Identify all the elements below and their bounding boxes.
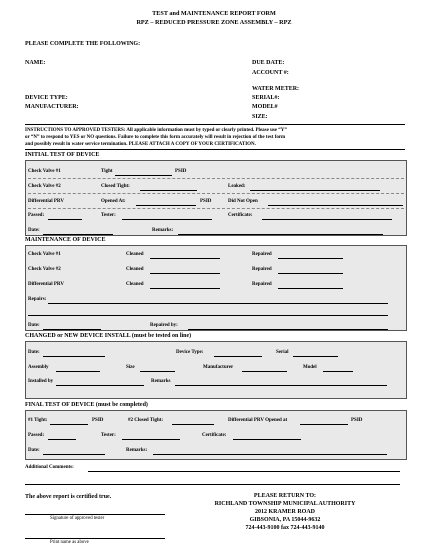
initial-opened-at-field[interactable]: [136, 205, 196, 206]
divider: [28, 208, 404, 209]
name-label: NAME:: [25, 60, 46, 66]
initial-did-not-open-label: Did Not Open: [228, 199, 258, 204]
maint-date-field[interactable]: [43, 329, 101, 330]
changed-assembly-label: Assembly: [28, 365, 49, 370]
initial-closed-tight-label: Closed Tight:: [101, 184, 130, 189]
maint-cv2-repaired-label: Repaired: [252, 267, 272, 272]
initial-test-section: [25, 160, 407, 236]
instructions-line-2: or “N” to respond to YES or NO questions. Failure to complete this form accurately will result in rejection of the test form: [25, 135, 286, 140]
model-label: MODEL#: [252, 104, 278, 110]
maint-date-label: Date:: [28, 323, 40, 328]
initial-tight-field[interactable]: [115, 175, 172, 176]
changed-remarks-field[interactable]: [175, 385, 387, 386]
additional-comments-field[interactable]: [88, 471, 400, 472]
final-tester-field[interactable]: [122, 439, 180, 440]
initial-test-heading: INITIAL TEST OF DEVICE: [25, 152, 100, 158]
initial-psid2-label: PSID: [200, 199, 212, 204]
instructions-line-3: and possibly result in water service termination. PLEASE ATTACH A COPY OF YOUR CERTIFICATION.: [25, 142, 256, 147]
final-remarks-label: Remarks:: [126, 448, 148, 453]
instructions-line-1: INSTRUCTIONS TO APPROVED TESTERS: All applicable information must by typed or clearly printed. Please use “Y”: [25, 128, 287, 133]
changed-manufacturer-label: Manufacturer: [203, 365, 234, 370]
initial-date-field[interactable]: [43, 234, 113, 235]
final-tight1-field[interactable]: [50, 424, 88, 425]
initial-remarks-label: Remarks:: [152, 228, 174, 233]
maintenance-heading: MAINTENANCE OF DEVICE: [25, 237, 106, 243]
initial-opened-at-label: Opened At:: [101, 199, 126, 204]
initial-certificate-field[interactable]: [262, 219, 392, 220]
changed-device-type-field[interactable]: [214, 356, 262, 357]
initial-leaked-label: Leaked:: [228, 184, 246, 189]
maint-prv-repaired-label: Repaired: [252, 282, 272, 287]
tester-signature-field[interactable]: [25, 514, 165, 515]
maint-check-valve-2-label: Check Valve #2: [28, 267, 61, 272]
maint-cv2-cleaned-label: Cleaned: [126, 267, 144, 272]
final-certificate-field[interactable]: [233, 439, 301, 440]
maint-cv1-repaired-label: Repaired: [252, 252, 272, 257]
maint-differential-prv-label: Differential PRV: [28, 282, 64, 287]
changed-device-type-label: Device Type:: [176, 350, 204, 355]
maint-prv-repaired-field[interactable]: [278, 288, 343, 289]
initial-tester-label: Tester:: [101, 213, 116, 218]
final-test-heading: FINAL TEST OF DEVICE (must be completed): [25, 402, 148, 408]
maint-prv-cleaned-label: Cleaned: [126, 282, 144, 287]
please-complete-label: PLEASE COMPLETE THE FOLLOWING:: [25, 41, 141, 47]
initial-passed-label: Passed:: [28, 213, 45, 218]
maint-cv2-cleaned-field[interactable]: [150, 273, 220, 274]
initial-remarks-field[interactable]: [178, 234, 383, 235]
final-closed-tight2-field[interactable]: [172, 424, 214, 425]
final-date-field[interactable]: [43, 454, 105, 455]
final-tester-label: Tester:: [101, 433, 116, 438]
device-type-label: DEVICE TYPE:: [25, 95, 68, 101]
changed-remarks-label: Remarks: [151, 379, 171, 384]
initial-differential-prv-label: Differential PRV: [28, 199, 64, 204]
authority-phone: 724-443-9100 fax 724-443-9140: [245, 525, 325, 531]
initial-leaked-field[interactable]: [250, 190, 380, 191]
maint-prv-cleaned-field[interactable]: [150, 288, 220, 289]
changed-assembly-field[interactable]: [56, 371, 100, 372]
changed-installed-by-field[interactable]: [56, 385, 144, 386]
water-meter-label: WATER METER:: [252, 86, 300, 92]
account-label: ACCOUNT #:: [252, 70, 289, 76]
authority-address-1: 2012 KRAMER ROAD: [255, 509, 315, 515]
changed-section: [25, 341, 407, 399]
print-name-caption: Print name as above: [50, 540, 89, 545]
final-date-label: Date:: [28, 448, 40, 453]
final-certificate-label: Certificate:: [202, 433, 227, 438]
authority-address-2: GIBSONIA, PA 15044-9632: [249, 517, 321, 523]
maint-cv1-repaired-field[interactable]: [278, 258, 343, 259]
initial-closed-tight-field[interactable]: [140, 190, 197, 191]
changed-heading: CHANGED or NEW DEVICE INSTALL (must be tested on line): [25, 333, 192, 339]
final-diff-prv-opened-label: Differential PRV Opened at: [228, 418, 288, 423]
certified-statement: The above report is certified true.: [25, 494, 112, 500]
maint-repairs-field[interactable]: [48, 303, 388, 304]
maint-cv2-repaired-field[interactable]: [278, 273, 343, 274]
signature-caption: Signature of approved tester: [50, 516, 105, 521]
maint-check-valve-1-label: Check Valve #1: [28, 252, 61, 257]
form-title: TEST and MAINTENANCE REPORT FORM: [152, 10, 276, 17]
final-diff-prv-field[interactable]: [300, 424, 348, 425]
initial-tight-label: Tight: [101, 169, 113, 174]
due-date-label: DUE DATE:: [252, 60, 285, 66]
divider: [28, 193, 404, 194]
changed-serial-field[interactable]: [293, 356, 338, 357]
initial-passed-field[interactable]: [48, 219, 82, 220]
maint-repaired-by-field[interactable]: [188, 329, 388, 330]
changed-manufacturer-field[interactable]: [242, 371, 287, 372]
initial-did-not-open-field[interactable]: [268, 205, 403, 206]
serial-label: SERIAL#:: [252, 95, 280, 101]
size-label: SIZE:: [252, 114, 268, 120]
final-closed-tight2-label: #2 Closed Tight:: [128, 418, 164, 423]
changed-serial-label: Serial: [276, 350, 289, 355]
initial-tester-field[interactable]: [122, 219, 212, 220]
changed-model-field[interactable]: [323, 371, 353, 372]
final-psid-label: PSID: [92, 418, 104, 423]
changed-installed-by-label: Installed by: [28, 379, 54, 384]
initial-check-valve-1-label: Check Valve #1: [28, 169, 61, 174]
form-subtitle: RPZ – REDUCED PRESSURE ZONE ASSEMBLY – RPZ: [136, 19, 292, 26]
instructions-bottom-rule: [25, 149, 405, 150]
changed-size-label: Size: [126, 365, 135, 370]
initial-check-valve-2-label: Check Valve #2: [28, 184, 61, 189]
maint-cv1-cleaned-field[interactable]: [150, 258, 220, 259]
changed-size-field[interactable]: [140, 371, 175, 372]
manufacturer-label: MANUFACTURER:: [25, 104, 79, 110]
maint-repaired-by-label: Repaired by:: [150, 323, 178, 328]
please-return-label: PLEASE RETURN TO:: [253, 493, 317, 499]
changed-model-label: Model: [303, 365, 317, 370]
changed-date-field[interactable]: [43, 356, 105, 357]
instructions-top-rule: [25, 124, 405, 125]
maint-cv1-cleaned-label: Cleaned: [126, 252, 144, 257]
initial-certificate-label: Certificate:: [228, 213, 253, 218]
final-psid2-label: PSID: [351, 418, 363, 423]
print-name-field[interactable]: [25, 538, 165, 539]
initial-date-label: Date:: [28, 228, 40, 233]
final-tight1-label: #1 Tight:: [28, 418, 48, 423]
final-passed-label: Passed:: [28, 433, 45, 438]
maint-repairs-label: Repairs:: [28, 297, 47, 302]
authority-name: RICHLAND TOWNSHIP MUNICIPAL AUTHORITY: [214, 501, 356, 507]
final-remarks-field[interactable]: [153, 454, 387, 455]
additional-comments-label: Additional Comments:: [25, 465, 74, 470]
maint-repairs-field-2[interactable]: [28, 315, 388, 316]
initial-psid-label: PSID: [175, 169, 187, 174]
final-passed-field[interactable]: [48, 439, 76, 440]
divider: [28, 178, 404, 179]
changed-date-label: Date:: [28, 350, 40, 355]
additional-comments-field-2[interactable]: [25, 484, 400, 485]
